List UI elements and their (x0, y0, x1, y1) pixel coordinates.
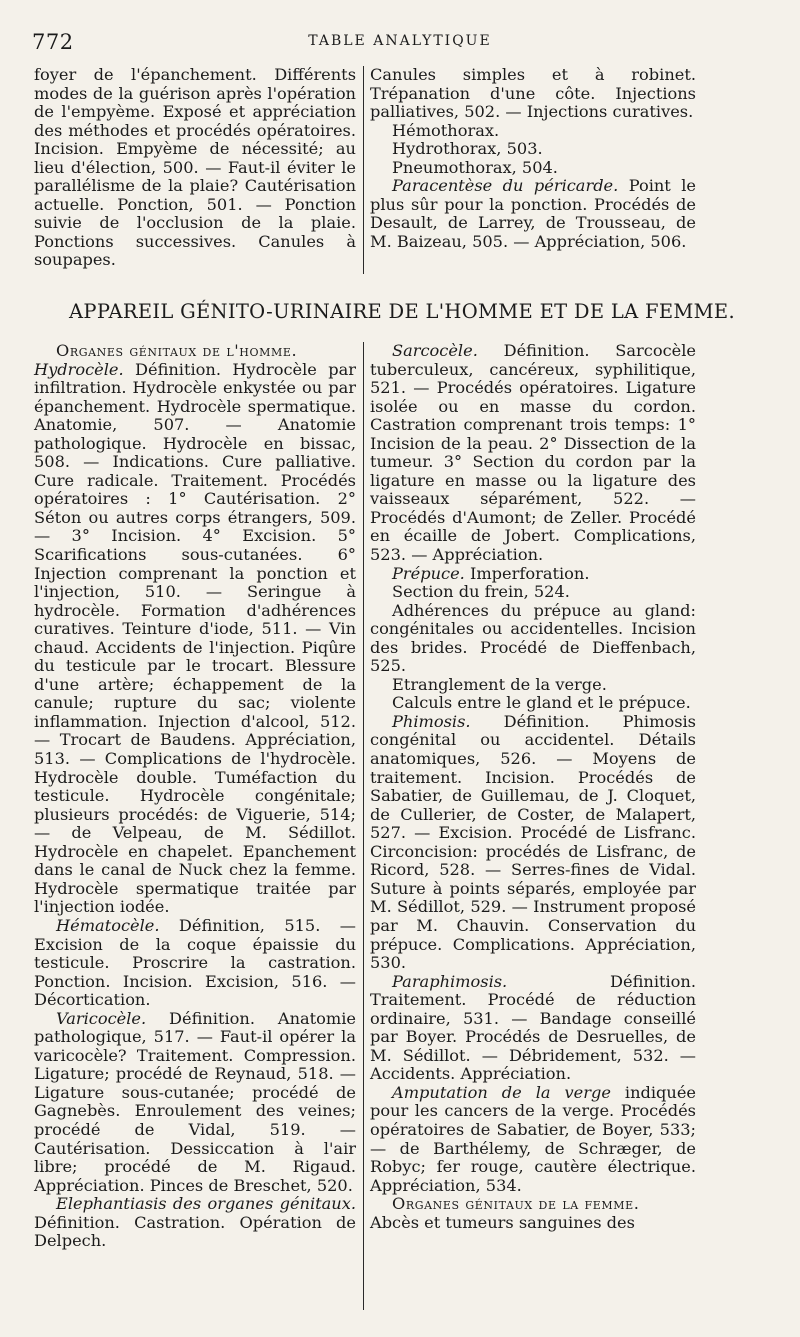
varicocele-entry (34, 1010, 356, 1195)
elephantiasis-text: Définition. Castration. Opération de Delpech. (34, 1212, 356, 1251)
varicocele-term: Varicocèle. (56, 1008, 147, 1028)
sarcocele-text: Définition. Sarcocèle tuberculeux, cancéreux, syphilitique, 521. — Procédés opératoires. Ligature isolée ou en masse du cordon. Castration comprenant trois temps: 1° Incision de la peau. 2° Dissection de la tumeur. 3° Section du cordon par la ligature en masse ou la ligature des vaisseaux séparément, 522. — Procédés d'Aumont; de Zeller. Procédé en écaille de Jobert. Complications, 523. — Appréciation. (370, 341, 696, 565)
adherences-entry: Adhérences du prépuce au gland: congénitales ou accidentelles. Incision des brides. Procédé de Dieffenbach, 525. (370, 600, 696, 676)
top-right-column (370, 66, 696, 251)
hematocele-text: Définition, 515. — Excision de la coque épaissie du testicule. Proscrire la castration. Ponction. Incision. Excision, 516. — Décortication. (34, 915, 356, 1010)
page-number: 772 (32, 30, 74, 54)
page-header (32, 30, 768, 56)
hydrocele-term: Hydrocèle. (34, 359, 124, 379)
prepuce-entry (370, 565, 696, 584)
hematocele-term: Hématocèle. (56, 915, 160, 935)
top-left-column (34, 66, 356, 270)
paraphimosis-term: Paraphimosis. (392, 971, 508, 991)
prepuce-text: Imperforation. (464, 563, 590, 583)
phimosis-term: Phimosis. (392, 711, 471, 731)
paracentese-term: Paracentèse du péricarde. (392, 176, 619, 196)
hydrocele-text: Définition. Hydrocèle par infiltration. Hydrocèle enkystée ou par épanchement. Hydrocèle spermatique. Anatomie, 507. — Anatomie pathologique. Hydrocèle en bissac, 508. — Indications. Cure palliative. Cure radicale. Traitement. Procédés opératoires : 1° Cautérisation. 2° Séton ou autres corps étrangers, 509. — 3° Incision. 4° Excision. 5° Scarifications sous-cutanées. 6° Injection comprenant la ponction et l'injection, 510. — Seringue à hydrocèle. Formation d'adhérences curatives. Teinture d'iode, 511. — Vin chaud. Accidents de l'injection. Piqûre du testicule par le trocart. Blessure d'une artère; échappement de la canule; rupture du sac; violente inflammation. Injection d'alcool, 512. — Trocart de Baudens. Appréciation, 513. — Complications de l'hydrocèle. Hydrocèle double. Tuméfaction du testicule. Hydrocèle congénitale; plusieurs procédés: de Viguerie, 514; — de Velpeau, de M. Sédillot. Hydrocèle en chapelet. Epanchement dans le canal de Nuck chez la femme. Hydrocèle spermatique traitée par l'injection iodée. (34, 359, 356, 917)
frein-entry: Section du frein, 524. (392, 582, 570, 602)
hemothorax-line: Hémothorax. (392, 120, 500, 140)
calculs-entry: Calculs entre le gland et le prépuce. (392, 693, 691, 713)
amputation-entry (370, 1084, 696, 1195)
phimosis-text: Définition. Phimosis congénital ou accidentel. Détails anatomiques, 526. — Moyens de traitement. Incision. Procédés de Sabatier, de Guillemau, de J. Cloquet, de Cullerier, de Coster, de Malapert, 527. — Excision. Procédé de Lisfranc. Circoncision: procédés de Lisfranc, de Ricord, 528. — Serres-fines de Vidal. Suture à points séparés, employée par M. Sédillot, 529. — Instrument proposé par M. Chauvin. Conservation du prépuce. Complications. Appréciation, 530. (370, 711, 696, 973)
column-divider-top (363, 66, 364, 274)
column-divider-bottom (363, 342, 364, 1310)
hematocele-entry (34, 917, 356, 1010)
running-title: TABLE ANALYTIQUE (308, 33, 492, 49)
sarcocele-term: Sarcocèle. (392, 341, 478, 360)
paracentese-text: Point le plus sûr pour la ponction. Procédés de Desault, de Larrey, de Trousseau, de M. Baizeau, 505. — Appréciation, 506. (370, 176, 696, 251)
hydrothorax-line: Hydrothorax, 503. (392, 139, 543, 159)
empyeme-paragraph: foyer de l'épanchement. Différents modes de la guérison après l'opération de l'empyème. Exposé et appréciation des méthodes et procédés opératoires. Incision. Empyème de nécessité; au lieu d'élection, 500. — Faut-il éviter le parallélisme de la plaie? Cautérisation actuelle. Ponction, 501. — Ponction suivie de l'occlusion de la plaie. Ponctions successives. Canules à soupapes. (34, 65, 356, 270)
section-title: APPAREIL GÉNITO-URINAIRE DE L'HOMME ET DE LA FEMME. (69, 300, 735, 323)
bottom-left-column (34, 342, 356, 1251)
abces-entry: Abcès et tumeurs sanguines des (370, 1212, 635, 1232)
hydrocele-entry (34, 361, 356, 917)
canules-paragraph: Canules simples et à robinet. Trépanation d'une côte. Injections palliatives, 502. — Injections curatives. (370, 65, 696, 122)
subhead-organes-homme: Organes génitaux de l'homme. (56, 341, 298, 360)
paracentese-paragraph (370, 177, 696, 251)
bottom-right-column (370, 342, 696, 1232)
phimosis-entry (370, 713, 696, 973)
elephantiasis-term: Elephantiasis des organes génitaux. (56, 1194, 356, 1214)
prepuce-term: Prépuce. (392, 563, 465, 583)
pneumothorax-line: Pneumothorax, 504. (392, 157, 558, 177)
sarcocele-entry (370, 342, 696, 565)
elephantiasis-entry (34, 1195, 356, 1251)
varicocele-text: Définition. Anatomie pathologique, 517. — Faut-il opérer la varicocèle? Traitement. Compression. Ligature; procédé de Reynaud, 518. — Ligature sous-cutanée; procédé de Gagnebès. Enroulement des veines; procédé de Vidal, 519. — Cautérisation. Dessiccation à l'air libre; procédé de M. Rigaud. Appréciation. Pinces de Breschet, 520. (34, 1008, 356, 1195)
paraphimosis-text: Définition. Traitement. Procédé de réduction ordinaire, 531. — Bandage conseillé par Boyer. Procédés de Desruelles, de M. Sédillot. — Débridement, 532. — Accidents. Appréciation. (370, 971, 696, 1084)
subhead-organes-femme: Organes génitaux de la femme. (392, 1194, 640, 1214)
paraphimosis-entry (370, 973, 696, 1084)
amputation-term: Amputation de la verge (392, 1082, 611, 1102)
amputation-text: indiquée pour les cancers de la verge. Procédés opératoires de Sabatier, de Boyer, 533; — de Barthélemy, de Schræger, de Robyc; fer rouge, cautère électrique. Appréciation, 534. (370, 1082, 696, 1195)
etranglement-entry: Etranglement de la verge. (392, 674, 607, 694)
